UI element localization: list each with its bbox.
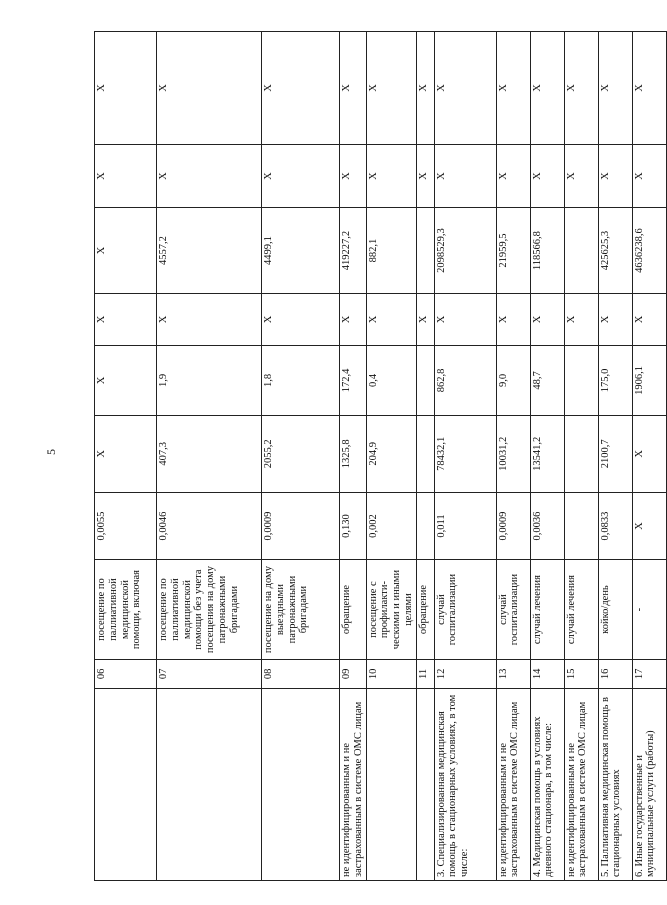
table-cell-col4: 204,9 [366,415,416,492]
table-cell-col2: койко/день [598,560,632,659]
table-cell-col8: X [598,144,632,207]
table-cell-col1: 09 [340,659,367,688]
table-row [416,32,434,881]
table-cell-col8: X [262,144,340,207]
table-cell-col8: X [157,144,262,207]
table-cell-col9: X [157,32,262,145]
table-cell-col1: 15 [564,659,598,688]
table-cell-col3: 0,002 [366,492,416,560]
table-cell-col7 [416,208,434,294]
table-cell-col8: X [564,144,598,207]
table-row [564,32,598,881]
table-cell-col4: 10031,2 [496,415,530,492]
table-cell-col1: 06 [95,659,157,688]
table-cell-col7: 419227,2 [340,208,367,294]
table-cell-col1: 12 [434,659,496,688]
table-cell-col2: обращение [340,560,367,659]
table-cell-col7: X [95,208,157,294]
table-cell-col6: X [416,293,434,345]
table-cell-col9: X [416,32,434,145]
table-cell-col4 [564,415,598,492]
table-cell-col8: X [340,144,367,207]
table-cell-col1: 17 [632,659,666,688]
financing-table [94,31,667,881]
table-cell-col6: X [496,293,530,345]
table-cell-col1: 07 [157,659,262,688]
table-cell-col8: X [632,144,666,207]
table-cell-col5: 9,0 [496,345,530,415]
rotated-table-container [94,31,657,881]
table-cell-col4: 2055,2 [262,415,340,492]
table-cell-col3: 0,0036 [530,492,564,560]
table-cell-col1: 16 [598,659,632,688]
table-cell-col7: 21959,5 [496,208,530,294]
table-cell-col6: X [564,293,598,345]
table-cell-col9: X [564,32,598,145]
table-cell-col3 [416,492,434,560]
table-cell-col6: X [632,293,666,345]
table-cell-col6: X [434,293,496,345]
table-cell-col8: X [366,144,416,207]
table-cell-col6: X [95,293,157,345]
table-cell-col3: 0,011 [434,492,496,560]
table-cell-col9: X [95,32,157,145]
table-cell-col3: X [632,492,666,560]
table-cell-col3: 0,0055 [95,492,157,560]
table-cell-col4: 1325,8 [340,415,367,492]
table-cell-col4: 78432,1 [434,415,496,492]
table-cell-col5: 172,4 [340,345,367,415]
table-cell-col0: не идентифицированным и не застрахованным в системе ОМС лицам [564,689,598,881]
table-cell-col6: X [530,293,564,345]
table-cell-col2: посещение по паллиативной медицинской помощи без учета посещения на дому патронажными бригадами [157,560,262,659]
table-cell-col2: случай лечения [530,560,564,659]
table-cell-col8: X [434,144,496,207]
table-cell-col0: 4. Медицинская помощь в условиях дневного стационара, в том числе: [530,689,564,881]
table-cell-col6: X [262,293,340,345]
table-cell-col0: 3. Специализированная медицинская помощь в стационарных условиях, в том числе: [434,689,496,881]
table-cell-col4: 13541,2 [530,415,564,492]
table-row [434,32,496,881]
table-cell-col3: 0,0833 [598,492,632,560]
table-cell-col2: посещение по паллиативной медицинской помощи, включая [95,560,157,659]
page-number: 5 [44,449,58,455]
table-cell-col2: случай госпитализации [496,560,530,659]
table-cell-col8: X [95,144,157,207]
table-cell-col5 [564,345,598,415]
table-cell-col2: случай лечения [564,560,598,659]
table-row [366,32,416,881]
table-cell-col4: 407,3 [157,415,262,492]
table-cell-col2: - [632,560,666,659]
table-cell-col3: 0,130 [340,492,367,560]
table-cell-col9: X [496,32,530,145]
table-cell-col0 [157,689,262,881]
table-cell-col9: X [632,32,666,145]
table-cell-col8: X [416,144,434,207]
table-cell-col8: X [530,144,564,207]
table-cell-col2: случай госпитализации [434,560,496,659]
table-cell-col0: не идентифицированным и не застрахованным в системе ОМС лицам [496,689,530,881]
table-row [530,32,564,881]
table-cell-col5: 862,8 [434,345,496,415]
table-cell-col5: 1906,1 [632,345,666,415]
table-body [95,32,667,881]
table-cell-col6: X [157,293,262,345]
table-cell-col9: X [366,32,416,145]
table-cell-col6: X [366,293,416,345]
table-cell-col4: X [95,415,157,492]
table-cell-col6: X [598,293,632,345]
table-cell-col2: обращение [416,560,434,659]
table-cell-col4 [416,415,434,492]
table-cell-col2: посещение на дому выездными патронажными бригадами [262,560,340,659]
table-cell-col5 [416,345,434,415]
table-cell-col9: X [598,32,632,145]
table-cell-col3: 0,0009 [262,492,340,560]
table-cell-col3: 0,0046 [157,492,262,560]
table-row [262,32,340,881]
table-cell-col3: 0,0009 [496,492,530,560]
table-cell-col5: 48,7 [530,345,564,415]
table-cell-col2: посещение с профилакти-ческими и иными целями [366,560,416,659]
table-cell-col9: X [262,32,340,145]
table-cell-col5: 0,4 [366,345,416,415]
table-cell-col5: 175,0 [598,345,632,415]
table-cell-col6: X [340,293,367,345]
table-cell-col7: 425625,3 [598,208,632,294]
table-cell-col5: 1,9 [157,345,262,415]
table-cell-col9: X [340,32,367,145]
table-cell-col0: не идентифицированным и не застрахованным в системе ОМС лицам [340,689,367,881]
table-cell-col1: 11 [416,659,434,688]
table-cell-col8: X [496,144,530,207]
table-cell-col3 [564,492,598,560]
table-cell-col1: 10 [366,659,416,688]
table-row [157,32,262,881]
table-cell-col7: 2098529,3 [434,208,496,294]
table-row [632,32,666,881]
table-cell-col1: 08 [262,659,340,688]
table-cell-col7: 882,1 [366,208,416,294]
table-cell-col0 [95,689,157,881]
table-cell-col5: 1,8 [262,345,340,415]
table-cell-col0: 5. Паллиативная медицинская помощь в стационарных условиях [598,689,632,881]
table-cell-col4: X [632,415,666,492]
table-row [340,32,367,881]
table-cell-col7: 118566,8 [530,208,564,294]
table-cell-col5: X [95,345,157,415]
table-row [598,32,632,881]
table-cell-col0 [262,689,340,881]
table-cell-col1: 13 [496,659,530,688]
table-cell-col4: 2100,7 [598,415,632,492]
table-cell-col7: 4499,1 [262,208,340,294]
table-cell-col0 [416,689,434,881]
table-cell-col9: X [434,32,496,145]
table-cell-col9: X [530,32,564,145]
table-cell-col0 [366,689,416,881]
table-row [496,32,530,881]
table-cell-col0: 6. Иные государственные и муниципальные услуги (работы) [632,689,666,881]
table-cell-col7: 4557,2 [157,208,262,294]
table-cell-col7 [564,208,598,294]
table-cell-col1: 14 [530,659,564,688]
table-row [95,32,157,881]
table-cell-col7: 4636238,6 [632,208,666,294]
